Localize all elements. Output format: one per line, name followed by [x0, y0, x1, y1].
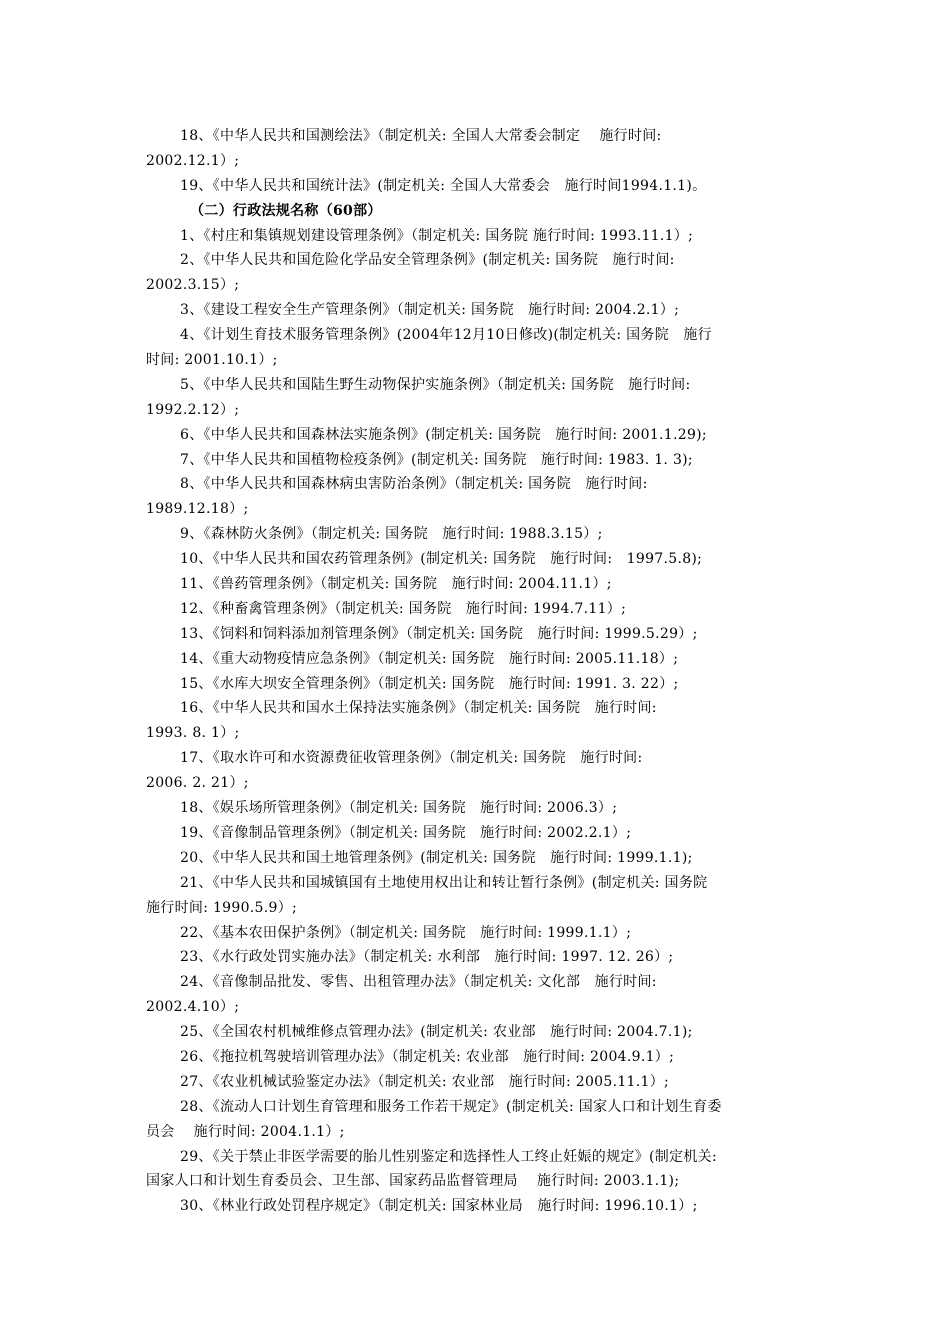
law-item-18-continuation: 2002.12.1）;: [146, 152, 240, 169]
regulation-item-15: 15、《水库大坝安全管理条例》（制定机关: 国务院 施行时间: 1991. 3. 22）;: [180, 675, 679, 692]
regulation-item-21-continuation: 施行时间: 1990.5.9）;: [146, 899, 298, 916]
regulation-item-4-continuation: 时间: 2001.10.1）;: [146, 352, 278, 369]
regulation-item-2: 2、《中华人民共和国危险化学品安全管理条例》(制定机关: 国务院 施行时间:: [180, 252, 675, 269]
regulation-item-7: 7、《中华人民共和国植物检疫条例》(制定机关: 国务院 施行时间: 1983. 1. 3);: [180, 451, 693, 468]
regulation-item-14: 14、《重大动物疫情应急条例》（制定机关: 国务院 施行时间: 2005.11.18）;: [180, 650, 679, 667]
regulation-item-13: 13、《饲料和饲料添加剂管理条例》（制定机关: 国务院 施行时间: 1999.5.29）;: [180, 625, 698, 642]
regulation-item-5: 5、《中华人民共和国陆生野生动物保护实施条例》（制定机关: 国务院 施行时间:: [180, 376, 691, 393]
regulation-item-10: 10、《中华人民共和国农药管理条例》(制定机关: 国务院 施行时间: 1997.5.8);: [180, 551, 703, 568]
regulation-item-17: 17、《取水许可和水资源费征收管理条例》（制定机关: 国务院 施行时间:: [180, 750, 643, 767]
regulation-item-28: 28、《流动人口计划生育管理和服务工作若干规定》(制定机关: 国家人口和计划生育委: [180, 1098, 722, 1115]
regulation-item-29-continuation: 国家人口和计划生育委员会、卫生部、国家药品监督管理局 施行时间: 2003.1.1);: [146, 1173, 680, 1190]
regulation-item-21: 21、《中华人民共和国城镇国有土地使用权出让和转让暂行条例》(制定机关: 国务院: [180, 874, 708, 891]
regulation-item-17-continuation: 2006. 2. 21）;: [146, 775, 249, 792]
document-body: [146, 124, 806, 1219]
regulation-item-23: 23、《水行政处罚实施办法》（制定机关: 水利部 施行时间: 1997. 12. 26）;: [180, 949, 674, 966]
law-item-19: 19、《中华人民共和国统计法》(制定机关: 全国人大常委会 施行时间1994.1.1)。: [180, 177, 707, 194]
regulation-item-29: 29、《关于禁止非医学需要的胎儿性别鉴定和选择性人工终止妊娠的规定》(制定机关:: [180, 1148, 717, 1165]
regulation-item-16: 16、《中华人民共和国水土保持法实施条例》（制定机关: 国务院 施行时间:: [180, 700, 657, 717]
regulation-item-30: 30、《林业行政处罚程序规定》（制定机关: 国家林业局 施行时间: 1996.10.1）;: [180, 1198, 698, 1215]
regulation-item-22: 22、《基本农田保护条例》（制定机关: 国务院 施行时间: 1999.1.1）;: [180, 924, 632, 941]
regulation-item-24-continuation: 2002.4.10）;: [146, 999, 240, 1016]
regulation-item-19: 19、《音像制品管理条例》（制定机关: 国务院 施行时间: 2002.2.1）;: [180, 824, 632, 841]
regulation-item-3: 3、《建设工程安全生产管理条例》（制定机关: 国务院 施行时间: 2004.2.1）;: [180, 302, 680, 319]
regulation-item-4: 4、《计划生育技术服务管理条例》(2004年12月10日修改)(制定机关: 国务院 施行: [180, 327, 712, 344]
regulation-item-8-continuation: 1989.12.18）;: [146, 501, 249, 518]
regulation-item-6: 6、《中华人民共和国森林法实施条例》(制定机关: 国务院 施行时间: 2001.1.29);: [180, 426, 707, 443]
regulation-item-25: 25、《全国农村机械维修点管理办法》(制定机关: 农业部 施行时间: 2004.7.1);: [180, 1024, 693, 1041]
regulation-item-18: 18、《娱乐场所管理条例》（制定机关: 国务院 施行时间: 2006.3）;: [180, 800, 618, 817]
section-heading: （二）行政法规名称（60部）: [190, 202, 382, 219]
regulation-item-1: 1、《村庄和集镇规划建设管理条例》（制定机关: 国务院 施行时间: 1993.11.1）;: [180, 227, 694, 244]
regulation-item-20: 20、《中华人民共和国土地管理条例》(制定机关: 国务院 施行时间: 1999.1.1);: [180, 849, 693, 866]
regulation-item-2-continuation: 2002.3.15）;: [146, 277, 240, 294]
regulation-item-12: 12、《种畜禽管理条例》（制定机关: 国务院 施行时间: 1994.7.11）;: [180, 600, 627, 617]
law-item-18: 18、《中华人民共和国测绘法》（制定机关: 全国人大常委会制定 施行时间:: [180, 128, 662, 144]
regulation-item-24: 24、《音像制品批发、零售、出租管理办法》（制定机关: 文化部 施行时间:: [180, 974, 657, 991]
regulation-item-16-continuation: 1993. 8. 1）;: [146, 725, 240, 742]
regulation-item-28-continuation: 员会 施行时间: 2004.1.1）;: [146, 1123, 345, 1140]
regulation-item-9: 9、《森林防火条例》（制定机关: 国务院 施行时间: 1988.3.15）;: [180, 526, 603, 543]
regulation-item-5-continuation: 1992.2.12）;: [146, 401, 240, 418]
regulation-item-8: 8、《中华人民共和国森林病虫害防治条例》（制定机关: 国务院 施行时间:: [180, 476, 648, 493]
regulation-item-11: 11、《兽药管理条例》（制定机关: 国务院 施行时间: 2004.11.1）;: [180, 576, 612, 593]
regulation-item-26: 26、《拖拉机驾驶培训管理办法》（制定机关: 农业部 施行时间: 2004.9.1）;: [180, 1048, 675, 1065]
regulation-item-27: 27、《农业机械试验鉴定办法》（制定机关: 农业部 施行时间: 2005.11.1）;: [180, 1073, 670, 1090]
